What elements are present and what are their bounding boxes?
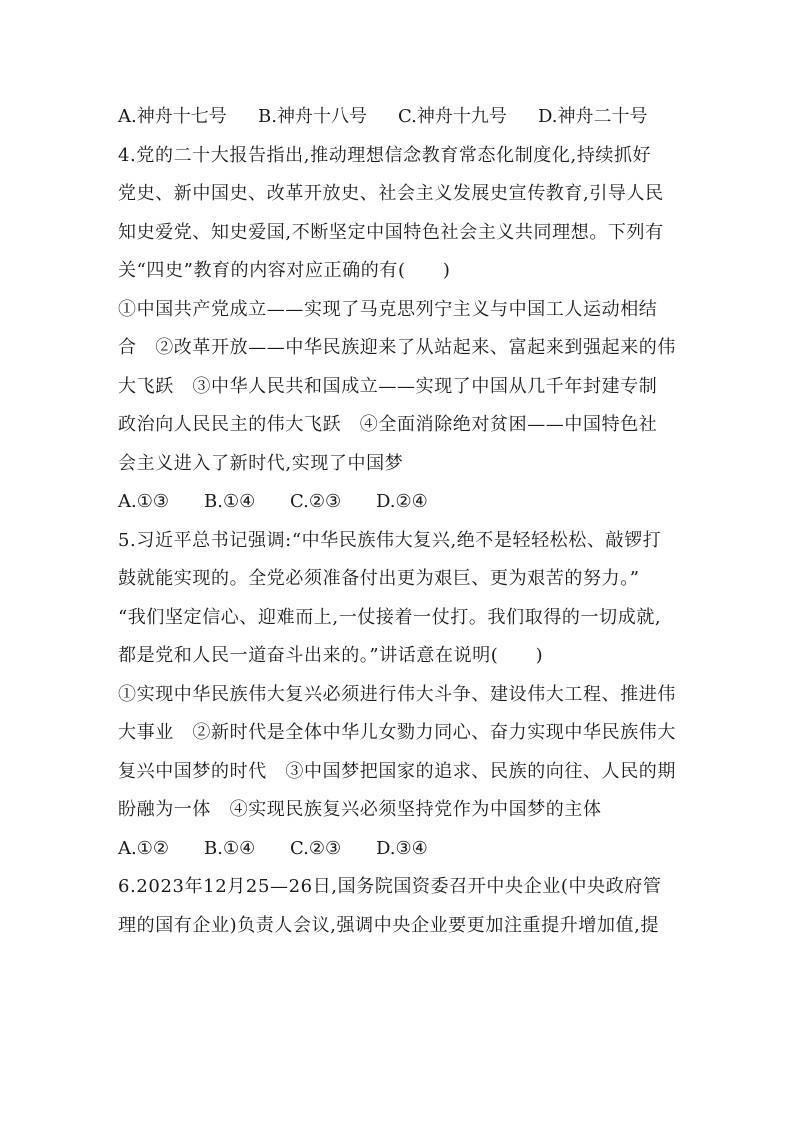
q4-line: 会主义进入了新时代,实现了中国梦: [118, 452, 404, 474]
question-4: [118, 137, 694, 522]
q4-option-a: A.①③: [118, 491, 169, 512]
q4-option-b: B.①④: [204, 491, 256, 512]
q5-line: 5.习近平总书记强调:“中华民族伟大复兴,绝不是轻轻松松、敲锣打: [118, 529, 662, 551]
q5-line: 鼓就能实现的。全党必须准备付出更为艰巨、更为艰苦的努力。”: [118, 568, 640, 589]
question-6: [118, 868, 694, 945]
question-5: [118, 522, 694, 869]
q5-option-a: A.①②: [118, 837, 169, 859]
q4-line: 关“四史”教育的内容对应正确的有( ): [118, 260, 451, 281]
q4-line: 政治向人民民主的伟大飞跃 ④全面消除绝对贫困——中国特色社: [118, 414, 658, 435]
q5-options: [118, 830, 694, 869]
q6-line: 6.2023年12月25—26日,国务院国资委召开中央企业(中央政府管: [118, 876, 662, 897]
q5-line: 大事业 ②新时代是全体中华儿女勠力同心、奋力实现中华民族伟大: [118, 722, 676, 743]
q3-options: [118, 98, 694, 137]
q4-option-d: D.②④: [376, 491, 428, 512]
q4-line: 大飞跃 ③中华人民共和国成立——实现了中国从几千年封建专制: [118, 375, 658, 397]
q4-options: [118, 483, 694, 522]
q3-option-d: D.神舟二十号: [538, 106, 648, 127]
q4-line: 党史、新中国史、改革开放史、社会主义发展史宣传教育,引导人民: [118, 183, 664, 204]
q5-line: 都是党和人民一道奋斗出来的。”讲话意在说明( ): [118, 645, 544, 666]
q4-line: 合 ②改革开放——中华民族迎来了从站起来、富起来到强起来的伟: [118, 337, 676, 358]
q4-line: 知史爱党、知史爱国,不断坚定中国特色社会主义共同理想。下列有: [118, 221, 664, 243]
q5-line: 复兴中国梦的时代 ③中国梦把国家的追求、民族的向往、人民的期: [118, 760, 676, 782]
q5-option-b: B.①④: [204, 837, 256, 859]
q5-option-d: D.③④: [376, 837, 428, 859]
q4-line: ①中国共产党成立——实现了马克思列宁主义与中国工人运动相结: [118, 298, 658, 320]
q3-option-b: B.神舟十八号: [258, 106, 367, 127]
q4-option-c: C.②③: [290, 491, 342, 512]
q5-option-c: C.②③: [290, 837, 342, 859]
q5-line: ①实现中华民族伟大复兴必须进行伟大斗争、建设伟大工程、推进伟: [118, 683, 676, 705]
q6-line: 理的国有企业)负责人会议,强调中央企业要更加注重提升增加值,提: [118, 914, 660, 936]
q3-option-a: A.神舟十七号: [118, 106, 227, 127]
q3-option-c: C.神舟十九号: [398, 106, 507, 127]
q4-line: 4.党的二十大报告指出,推动理想信念教育常态化制度化,持续抓好: [118, 144, 652, 166]
q5-line: 盼融为一体 ④实现民族复兴必须坚持党作为中国梦的主体: [118, 799, 602, 820]
q5-line: “我们坚定信心、迎难而上,一仗接着一仗打。我们取得的一切成就,: [118, 606, 662, 628]
